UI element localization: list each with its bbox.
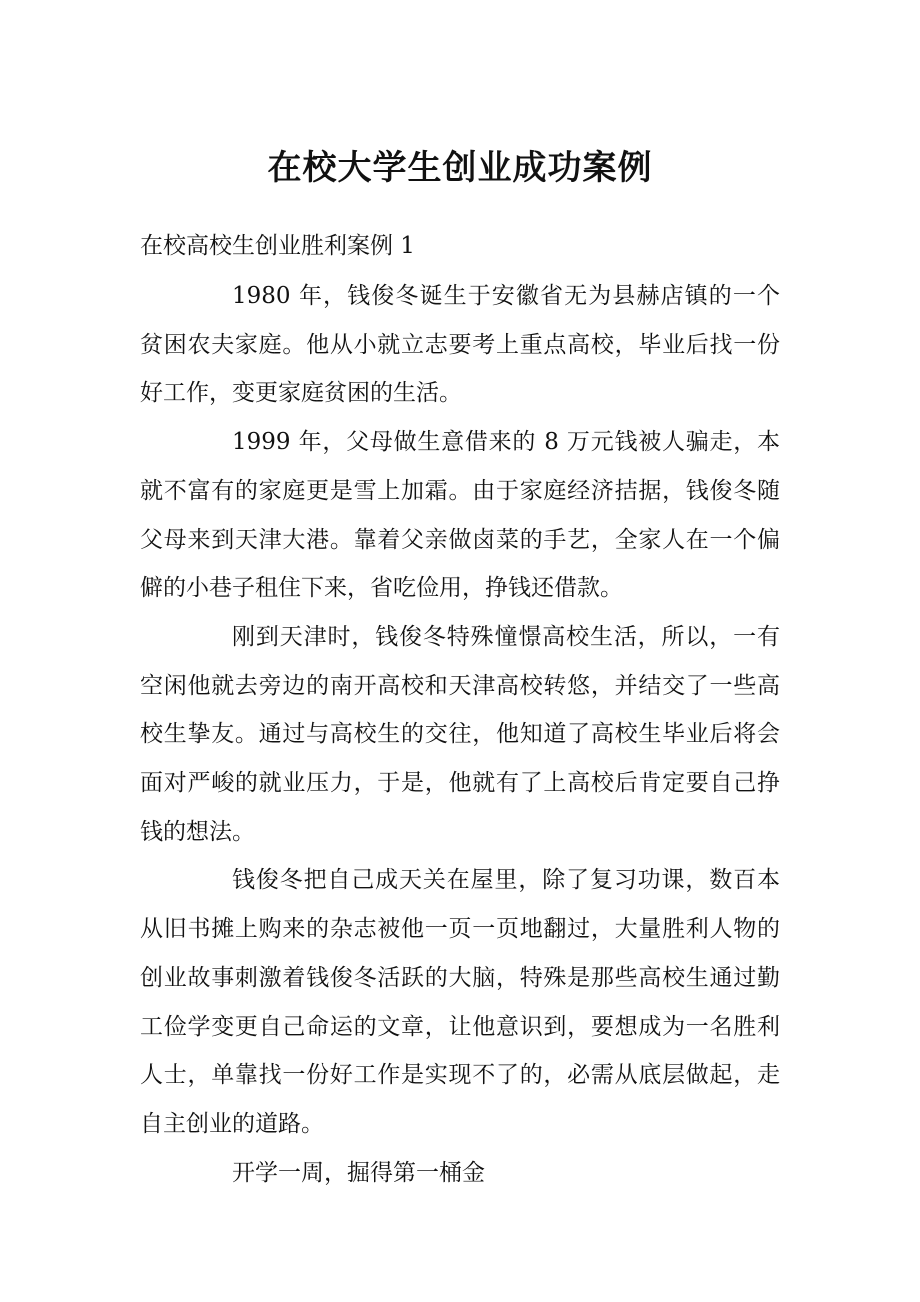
document-title: 在校大学生创业成功案例 [267, 148, 653, 188]
paragraph-heading: 开学一周，掘得第一桶金 [232, 1159, 485, 1186]
paragraph: 1980 年，钱俊冬诞生于安徽省无为县赫店镇的一个贫困农夫家庭。他从小就立志要考上重点高校，毕业后找一份好工作，变更家庭贫困的生活。 [140, 283, 780, 407]
paragraph: 1999 年，父母做生意借来的 8 万元钱被人骗走，本就不富有的家庭更是雪上加霜。由于家庭经济拮据，钱俊冬随父母来到天津大港。靠着父亲做卤菜的手艺，全家人在一个偏僻的小巷子租住下来，省吃俭用，挣钱还借款。 [140, 429, 780, 602]
paragraph: 钱俊冬把自己成天关在屋里，除了复习功课，数百本从旧书摊上购来的杂志被他一页一页地翻过，大量胜利人物的创业故事刺激着钱俊冬活跃的大脑，特殊是那些高校生通过勤工俭学变更自己命运的文章，让他意识到，要想成为一名胜利人士，单靠找一份好工作是实现不了的，必需从底层做起，走自主创业的道路。 [140, 867, 780, 1137]
document-body [140, 272, 780, 1197]
paragraph: 刚到天津时，钱俊冬特殊憧憬高校生活，所以，一有空闲他就去旁边的南开高校和天津高校转悠，并结交了一些高校生挚友。通过与高校生的交往，他知道了高校生毕业后将会面对严峻的就业压力，于是，他就有了上高校后肯定要自己挣钱的想法。 [140, 623, 780, 845]
section-heading: 在校高校生创业胜利案例 1 [140, 233, 415, 259]
